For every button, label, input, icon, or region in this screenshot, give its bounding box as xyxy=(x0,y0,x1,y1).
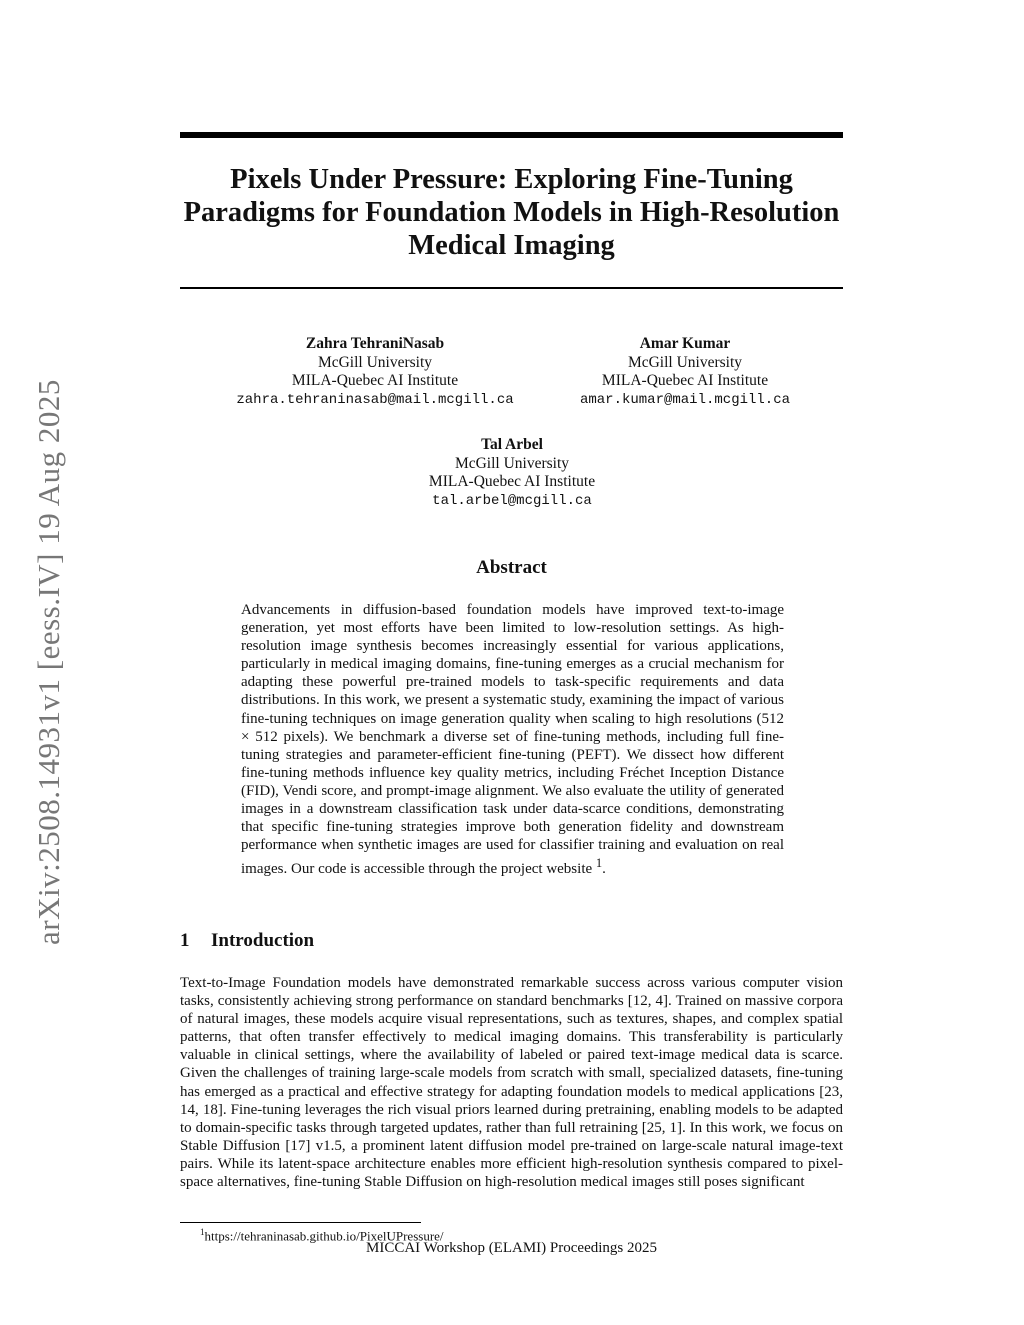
title-bottom-rule xyxy=(180,287,843,289)
abstract-body xyxy=(241,601,784,878)
section-title: Introduction xyxy=(211,930,315,951)
author-affiliation: MILA-Quebec AI Institute xyxy=(601,372,769,389)
author-block xyxy=(540,335,830,409)
author-affiliation: MILA-Quebec AI Institute xyxy=(428,473,596,490)
author-block xyxy=(362,436,662,510)
footnote-rule xyxy=(180,1222,421,1223)
abstract-end: . xyxy=(602,861,606,878)
author-email: amar.kumar@mail.mcgill.ca xyxy=(579,391,791,408)
author-email: zahra.tehraninasab@mail.mcgill.ca xyxy=(236,391,514,408)
arxiv-identifier-stamp: arXiv:2508.14931v1 [eess.IV] 19 Aug 2025 xyxy=(31,379,66,945)
footnote-link[interactable]: https://tehraninasab.github.io/PixelUPressure/ xyxy=(204,1228,444,1244)
author-name: Amar Kumar xyxy=(639,335,731,352)
paper-title: Pixels Under Pressure: Exploring Fine-Tuning Paradigms for Foundation Models in High-Resolution Medical Imaging xyxy=(183,164,840,261)
author-affiliation: McGill University xyxy=(317,353,433,371)
abstract-heading: Abstract xyxy=(476,557,547,578)
abstract-text: Advancements in diffusion-based foundation models have improved text-to-image generation, yet most efforts have been limited to low-resolution settings. As high-resolution image synthesis becomes increasingly essential for various applications, particularly in medical imaging domains, fine-tuning emerges as a crucial mechanism for adapting these powerful pre-trained models to task-specific requirements and data distributions. In this work, we present a systematic study, examining the impact of various fine-tuning techniques on image generation quality when scaling to high resolutions (512 × 512 pixels). We benchmark a diverse set of fine-tuning methods, including full fine-tuning strategies and parameter-efficient fine-tuning (PEFT). We dissect how different fine-tuning methods influence key quality metrics, including Fréchet Inception Distance (FID), Vendi score, and prompt-image alignment. We also evaluate the utility of generated images in a downstream classification task under data-scarce conditions, demonstrating that specific fine-tuning strategies improve both generation fidelity and downstream performance when synthetic images are used for classifier training and evaluation on real images. Our code is accessible through the project website xyxy=(241,602,784,878)
author-affiliation: McGill University xyxy=(627,353,743,371)
author-name: Tal Arbel xyxy=(481,436,543,453)
footnote-reference: 1 xyxy=(595,856,603,871)
footnote-mark: 1 xyxy=(200,1227,205,1237)
venue-footer: MICCAI Workshop (ELAMI) Proceedings 2025 xyxy=(366,1240,657,1256)
author-email: tal.arbel@mcgill.ca xyxy=(432,492,592,509)
author-affiliation: MILA-Quebec AI Institute xyxy=(291,372,459,389)
author-affiliation: McGill University xyxy=(454,454,570,472)
introduction-paragraph: Text-to-Image Foundation models have demonstrated remarkable success across various computer vision tasks, consistently achieving strong performance on standard benchmarks [12, 4]. Trained on massive corpora of natural images, these models acquire visual representations, such as textures, shapes, and complex spatial patterns, that often transfer effectively to medical imaging domains. This transferability is particularly valuable in clinical settings, where the availability of labeled or paired text-image medical data is scarce. Given the challenges of training large-scale models from scratch with small, specialized datasets, fine-tuning has emerged as a practical and effective strategy for adapting foundation models to medical applications [23, 14, 18]. Fine-tuning leverages the rich visual priors learned during pretraining, enabling models to be adapted to domain-specific tasks through targeted updates, rather than full retraining [25, 1]. In this work, we focus on Stable Diffusion [17] v1.5, a prominent latent diffusion model pre-trained on large-scale natural image-text pairs. While its latent-space architecture enables more efficient high-resolution synthesis compared to pixel-space alternatives, fine-tuning Stable Diffusion on high-resolution medical images still poses significant xyxy=(180,975,843,1191)
section-number: 1 xyxy=(180,930,190,951)
author-block xyxy=(210,335,540,409)
section-heading xyxy=(180,930,314,952)
title-top-rule xyxy=(180,132,843,138)
author-name: Zahra TehraniNasab xyxy=(305,335,445,352)
